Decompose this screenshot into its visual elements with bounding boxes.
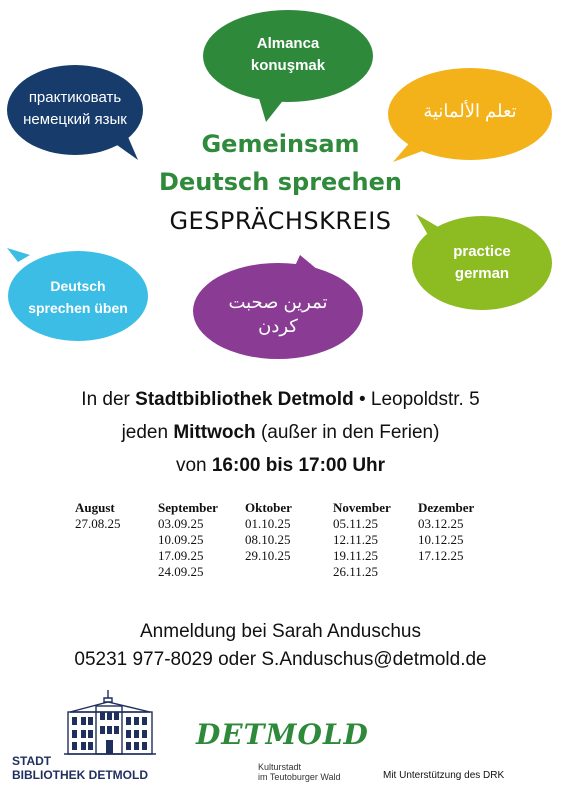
info-library-name: Stadtbibliothek Detmold bbox=[135, 389, 354, 410]
info-location bbox=[0, 389, 561, 411]
month-heading: August bbox=[75, 500, 115, 515]
bubble-german-tail bbox=[7, 248, 30, 262]
date-item: 27.08.25 bbox=[75, 516, 121, 531]
date-item: 10.09.25 bbox=[158, 532, 204, 547]
bubble-german-line2: sprechen üben bbox=[28, 300, 128, 316]
bubble-turkish-tail bbox=[258, 95, 285, 122]
library-logo-line2: BIBLIOTHEK DETMOLD bbox=[12, 768, 148, 782]
info-jeden: jeden bbox=[121, 422, 174, 443]
contact-phone-email: 05231 977-8029 oder S.Anduschus@detmold.de bbox=[74, 649, 487, 670]
library-building-logo bbox=[60, 688, 160, 758]
month-heading: September bbox=[158, 500, 218, 515]
date-item: 24.09.25 bbox=[158, 564, 204, 579]
date-item: 26.11.25 bbox=[333, 564, 379, 579]
info-weekday bbox=[0, 422, 561, 444]
library-logo-line1: STADT bbox=[12, 754, 52, 768]
heading-gemeinsam: Gemeinsam bbox=[201, 130, 360, 158]
bubble-english-text bbox=[416, 241, 548, 285]
date-item: 29.10.25 bbox=[245, 548, 291, 563]
info-weekday-name: Mittwoch bbox=[173, 422, 256, 443]
date-item: 03.12.25 bbox=[418, 516, 464, 531]
bubble-german-line1: Deutsch bbox=[50, 278, 106, 294]
bubble-english-line2: german bbox=[454, 265, 510, 282]
date-item: 17.12.25 bbox=[418, 548, 464, 563]
month-heading: Oktober bbox=[245, 500, 292, 515]
date-item: 01.10.25 bbox=[245, 516, 291, 531]
detmold-tagline-line2: im Teutoburger Wald bbox=[258, 772, 341, 782]
bubble-english-line1: practice bbox=[453, 243, 511, 260]
support-note: Mit Unterstützung des DRK bbox=[383, 770, 505, 781]
bubble-persian-text bbox=[200, 290, 356, 338]
detmold-logo-tagline bbox=[258, 762, 341, 782]
detmold-tagline-line1: Kulturstadt bbox=[258, 762, 302, 772]
bubble-turkish-text bbox=[208, 33, 368, 77]
schedule-column-november bbox=[333, 500, 391, 580]
bubble-russian-text bbox=[12, 87, 138, 131]
month-heading: November bbox=[333, 500, 391, 515]
schedule-column-oktober bbox=[245, 500, 292, 564]
info-address: • Leopoldstr. 5 bbox=[353, 389, 480, 410]
bubble-arabic-line: تعلم الألمانية bbox=[423, 101, 517, 121]
bubble-turkish-line1: Almanca bbox=[256, 35, 320, 52]
date-item: 17.09.25 bbox=[158, 548, 204, 563]
schedule-column-dezember bbox=[418, 500, 474, 564]
date-item: 08.10.25 bbox=[245, 532, 291, 547]
info-in-der: In der bbox=[81, 389, 136, 410]
date-item: 19.11.25 bbox=[333, 548, 379, 563]
bubble-russian-line1: практиковать bbox=[28, 89, 122, 106]
schedule-column-august bbox=[75, 500, 121, 532]
heading-gespraechskreis: GESPRÄCHSKREIS bbox=[169, 207, 392, 235]
schedule-column-september bbox=[158, 500, 218, 580]
month-heading: Dezember bbox=[418, 500, 475, 515]
detmold-logo-wordmark: DETMOLD bbox=[196, 718, 369, 751]
contact-name: Anmeldung bei Sarah Anduschus bbox=[140, 621, 421, 642]
bubble-arabic-text bbox=[392, 100, 548, 122]
info-von: von bbox=[175, 455, 212, 476]
date-item: 12.11.25 bbox=[333, 532, 379, 547]
info-time bbox=[0, 455, 561, 477]
info-time-range: 16:00 bis 17:00 Uhr bbox=[211, 455, 386, 476]
bubble-russian-line2: немецкий язык bbox=[23, 111, 127, 128]
bubble-persian-line1: تمرین صحبت bbox=[228, 292, 328, 312]
bubble-german-text bbox=[12, 275, 144, 319]
heading-deutsch-sprechen: Deutsch sprechen bbox=[159, 168, 402, 196]
bubble-turkish-line2: konuşmak bbox=[250, 57, 326, 74]
date-item: 05.11.25 bbox=[333, 516, 379, 531]
library-logo-text bbox=[12, 754, 148, 782]
info-except: (außer in den Ferien) bbox=[255, 422, 440, 443]
date-item: 10.12.25 bbox=[418, 532, 464, 547]
bubble-persian-line2: کردن bbox=[258, 316, 298, 336]
date-item: 03.09.25 bbox=[158, 516, 204, 531]
